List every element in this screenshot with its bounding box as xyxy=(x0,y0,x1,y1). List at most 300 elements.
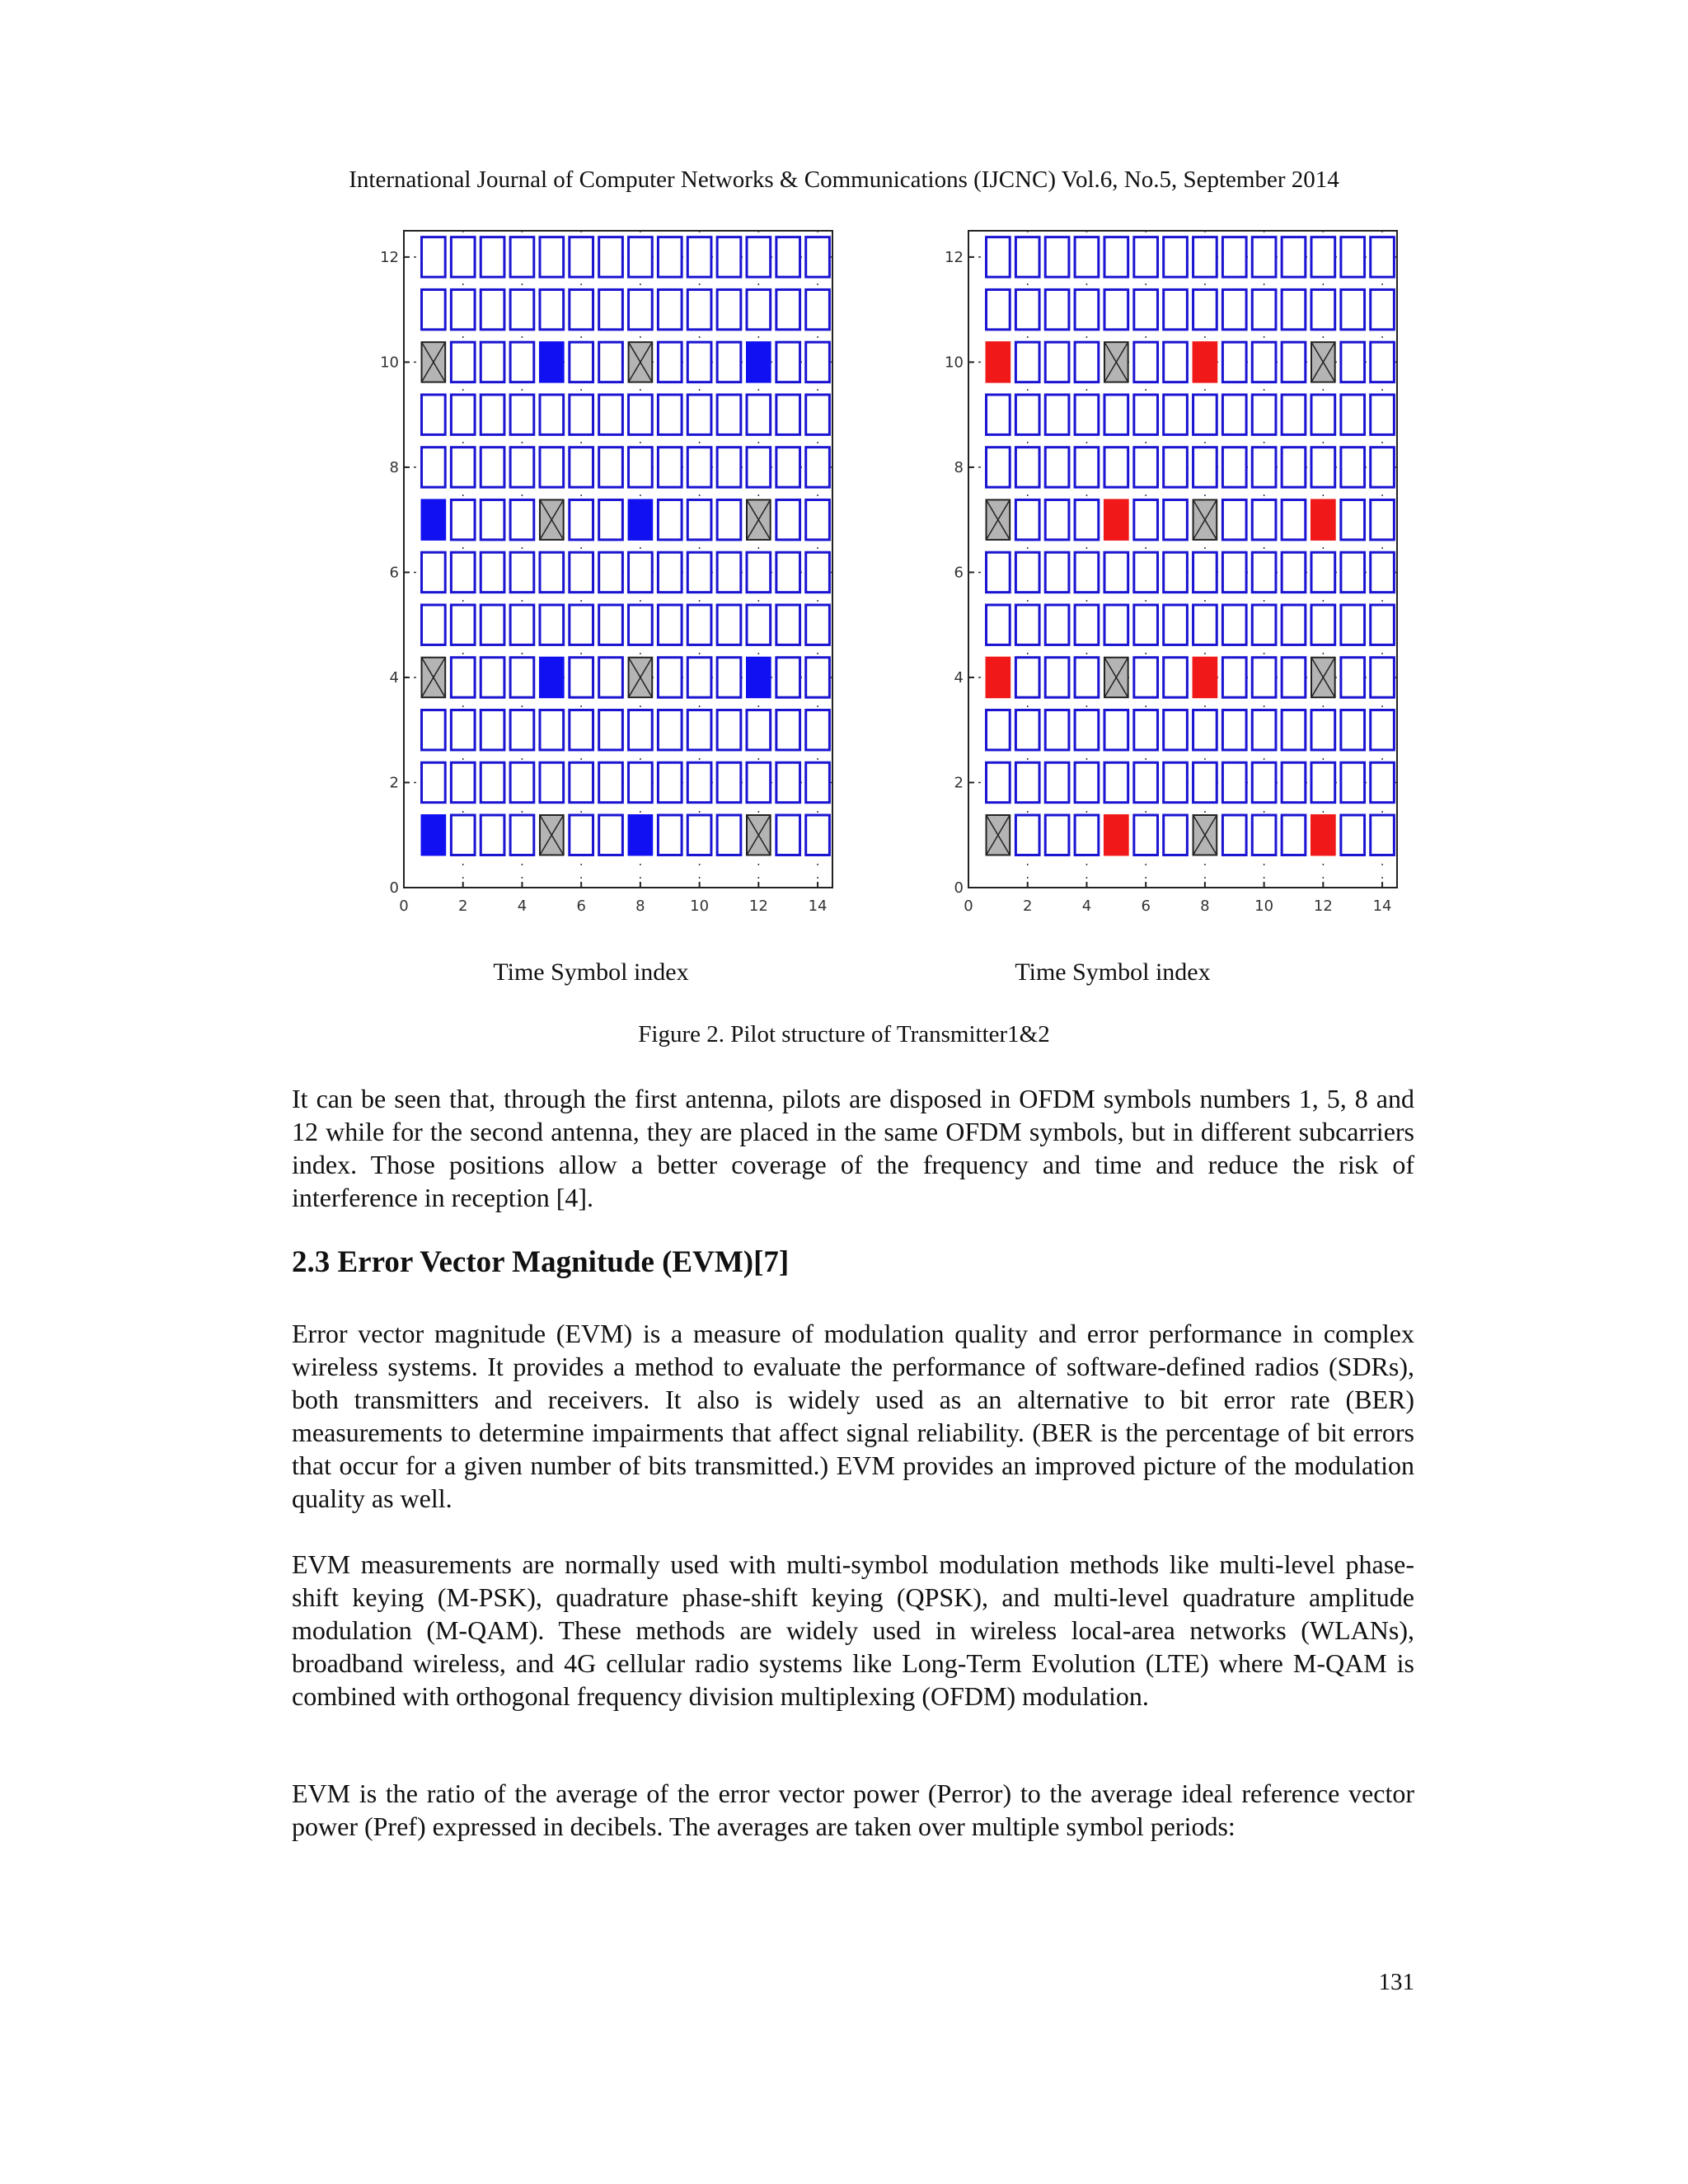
data-cell xyxy=(570,237,593,277)
data-cell xyxy=(1282,658,1306,697)
data-cell xyxy=(747,448,771,487)
pilot-cell xyxy=(422,815,446,855)
data-cell xyxy=(1193,552,1217,592)
data-cell xyxy=(658,342,682,382)
pilot-cell xyxy=(987,658,1010,697)
data-cell xyxy=(481,658,504,697)
data-cell xyxy=(481,289,504,329)
data-cell xyxy=(1222,448,1246,487)
data-cell xyxy=(1045,342,1069,382)
data-cell xyxy=(1015,342,1039,382)
data-cell xyxy=(776,762,800,802)
data-cell xyxy=(570,815,593,855)
page-number: 131 xyxy=(1378,1969,1414,1995)
data-cell xyxy=(1282,395,1306,434)
data-cell xyxy=(987,552,1010,592)
data-cell xyxy=(1222,342,1246,382)
data-cell xyxy=(687,710,711,749)
data-cell xyxy=(717,815,741,855)
data-cell xyxy=(1193,762,1217,802)
data-cell xyxy=(747,552,771,592)
x-tick-label: 8 xyxy=(1200,898,1210,915)
data-cell xyxy=(510,710,534,749)
y-tick-label: 10 xyxy=(380,354,399,372)
data-cell xyxy=(1282,552,1306,592)
x-axis-label-right: Time Symbol index xyxy=(1015,958,1211,986)
data-cell xyxy=(658,710,682,749)
paragraph-pilot-positions: It can be seen that, through the first antenna, pilots are disposed in OFDM symbols numbers 1, 5, 8 and 12 while for the second antenna, they are placed in the same OFDM symbols, but in different subcarriers index. Those positions allow a better coverage of the frequency and time and reduce the risk of interference in reception [4]. xyxy=(292,1084,1414,1212)
data-cell xyxy=(540,552,564,592)
data-cell xyxy=(1222,815,1246,855)
y-tick-label: 4 xyxy=(389,668,399,687)
data-cell xyxy=(1222,762,1246,802)
data-cell xyxy=(451,499,475,539)
data-cell xyxy=(629,710,653,749)
data-cell xyxy=(1045,552,1069,592)
data-cell xyxy=(570,395,593,434)
data-cell xyxy=(1045,605,1069,644)
data-cell xyxy=(540,289,564,329)
data-cell xyxy=(451,605,475,644)
data-cell xyxy=(1134,342,1158,382)
data-cell xyxy=(1134,762,1158,802)
data-cell xyxy=(1134,658,1158,697)
data-cell xyxy=(776,658,800,697)
data-cell xyxy=(1104,762,1128,802)
data-cell xyxy=(687,342,711,382)
pilot-grid-transmitter1 xyxy=(375,224,837,933)
data-cell xyxy=(510,605,534,644)
data-cell xyxy=(510,395,534,434)
data-cell xyxy=(658,499,682,539)
data-cell xyxy=(570,289,593,329)
data-cell xyxy=(599,658,623,697)
data-cell xyxy=(1164,710,1188,749)
data-cell xyxy=(776,710,800,749)
data-cell xyxy=(687,762,711,802)
data-cell xyxy=(540,448,564,487)
data-cell xyxy=(1371,762,1395,802)
data-cell xyxy=(1371,605,1395,644)
x-tick-label: 10 xyxy=(1254,898,1274,915)
data-cell xyxy=(1282,710,1306,749)
data-cell xyxy=(599,395,623,434)
data-cell xyxy=(1341,499,1365,539)
data-cell xyxy=(1371,237,1395,277)
data-cell xyxy=(1104,237,1128,277)
data-cell xyxy=(1282,762,1306,802)
data-cell xyxy=(747,395,771,434)
data-cell xyxy=(599,605,623,644)
data-cell xyxy=(1311,237,1335,277)
y-tick-label: 8 xyxy=(389,458,399,476)
data-cell xyxy=(1371,658,1395,697)
pilot-grid-transmitter2 xyxy=(940,224,1401,933)
data-cell xyxy=(1222,289,1246,329)
data-cell xyxy=(658,815,682,855)
x-tick-label: 12 xyxy=(748,898,768,915)
data-cell xyxy=(1164,342,1188,382)
data-cell xyxy=(687,499,711,539)
data-cell xyxy=(687,237,711,277)
data-cell xyxy=(1045,448,1069,487)
data-cell xyxy=(1341,237,1365,277)
data-cell xyxy=(1341,552,1365,592)
data-cell xyxy=(599,499,623,539)
data-cell xyxy=(987,237,1010,277)
data-cell xyxy=(1282,342,1306,382)
data-cell xyxy=(570,499,593,539)
data-cell xyxy=(1104,289,1128,329)
data-cell xyxy=(451,289,475,329)
data-cell xyxy=(1252,237,1276,277)
pilot-cell xyxy=(1104,815,1128,855)
data-cell xyxy=(1311,605,1335,644)
data-cell xyxy=(1311,762,1335,802)
data-cell xyxy=(570,552,593,592)
pilot-cell xyxy=(629,499,653,539)
data-cell xyxy=(717,237,741,277)
data-cell xyxy=(629,552,653,592)
data-cell xyxy=(422,710,446,749)
paragraph-evm-ratio: EVM is the ratio of the average of the error vector power (Perror) to the average ideal reference vector power (Pref) expressed in decibels. The averages are taken over multiple symbol periods: xyxy=(292,1779,1414,1841)
data-cell xyxy=(510,448,534,487)
data-cell xyxy=(540,605,564,644)
data-cell xyxy=(1164,499,1188,539)
data-cell xyxy=(1075,289,1099,329)
data-cell xyxy=(1104,552,1128,592)
x-tick-label: 14 xyxy=(808,898,828,915)
data-cell xyxy=(658,658,682,697)
data-cell xyxy=(1134,289,1158,329)
data-cell xyxy=(1311,552,1335,592)
data-cell xyxy=(1104,395,1128,434)
data-cell xyxy=(717,710,741,749)
data-cell xyxy=(1045,815,1069,855)
data-cell xyxy=(1341,710,1365,749)
data-cell xyxy=(747,237,771,277)
data-cell xyxy=(570,658,593,697)
running-header: International Journal of Computer Networks & Communications (IJCNC) Vol.6, No.5, September 2014 xyxy=(349,166,1339,193)
data-cell xyxy=(599,448,623,487)
x-tick-label: 12 xyxy=(1313,898,1333,915)
data-cell xyxy=(451,237,475,277)
data-cell xyxy=(1075,815,1099,855)
data-cell xyxy=(1134,815,1158,855)
data-cell xyxy=(481,815,504,855)
data-cell xyxy=(1045,710,1069,749)
data-cell xyxy=(570,605,593,644)
data-cell xyxy=(987,710,1010,749)
x-tick-label: 10 xyxy=(690,898,710,915)
data-cell xyxy=(629,237,653,277)
data-cell xyxy=(658,448,682,487)
data-cell xyxy=(481,395,504,434)
data-cell xyxy=(1134,710,1158,749)
pilot-cell xyxy=(1311,815,1335,855)
data-cell xyxy=(422,289,446,329)
data-cell xyxy=(510,762,534,802)
data-cell xyxy=(1252,395,1276,434)
data-cell xyxy=(717,289,741,329)
data-cell xyxy=(987,762,1010,802)
data-cell xyxy=(1164,605,1188,644)
data-cell xyxy=(1134,499,1158,539)
data-cell xyxy=(687,605,711,644)
data-cell xyxy=(1075,342,1099,382)
data-cell xyxy=(481,710,504,749)
data-cell xyxy=(1371,289,1395,329)
data-cell xyxy=(1371,815,1395,855)
data-cell xyxy=(776,395,800,434)
data-cell xyxy=(717,448,741,487)
paragraph-evm-usage: EVM measurements are normally used with multi-symbol modulation methods like multi-level phase-shift keying (M-PSK), quadrature phase-shift keying (QPSK), and multi-level quadrature amplitude modulation (M-QAM). These methods are widely used in wireless local-area networks (WLANs), broadband wireless, and 4G cellular radio systems like Long-Term Evolution (LTE) where M-QAM is combined with orthogonal frequency division multiplexing (OFDM) modulation. xyxy=(292,1549,1414,1711)
y-tick-label: 12 xyxy=(380,248,399,266)
x-tick-label: 2 xyxy=(1022,898,1033,915)
data-cell xyxy=(1311,448,1335,487)
data-cell xyxy=(1222,395,1246,434)
data-cell xyxy=(1164,448,1188,487)
data-cell xyxy=(717,658,741,697)
data-cell xyxy=(717,605,741,644)
data-cell xyxy=(1371,448,1395,487)
data-cell xyxy=(1252,605,1276,644)
data-cell xyxy=(658,237,682,277)
data-cell xyxy=(481,605,504,644)
pilot-cell xyxy=(540,342,564,382)
data-cell xyxy=(776,605,800,644)
data-cell xyxy=(451,552,475,592)
data-cell xyxy=(687,289,711,329)
data-cell xyxy=(1222,237,1246,277)
data-cell xyxy=(1193,395,1217,434)
data-cell xyxy=(1341,342,1365,382)
y-tick-label: 0 xyxy=(389,879,399,897)
data-cell xyxy=(540,395,564,434)
pilot-cell xyxy=(540,658,564,697)
pilot-cell xyxy=(1193,342,1217,382)
data-cell xyxy=(687,395,711,434)
data-cell xyxy=(481,552,504,592)
data-cell xyxy=(422,395,446,434)
data-cell xyxy=(1193,237,1217,277)
data-cell xyxy=(1075,448,1099,487)
data-cell xyxy=(629,605,653,644)
data-cell xyxy=(806,815,830,855)
data-cell xyxy=(1075,710,1099,749)
data-cell xyxy=(629,395,653,434)
data-cell xyxy=(451,395,475,434)
data-cell xyxy=(599,289,623,329)
data-cell xyxy=(1341,448,1365,487)
data-cell xyxy=(1045,658,1069,697)
data-cell xyxy=(451,658,475,697)
data-cell xyxy=(987,289,1010,329)
pilot-cell xyxy=(1311,499,1335,539)
data-cell xyxy=(481,448,504,487)
data-cell xyxy=(1311,289,1335,329)
data-cell xyxy=(776,448,800,487)
data-cell xyxy=(806,605,830,644)
data-cell xyxy=(1075,658,1099,697)
data-cell xyxy=(747,762,771,802)
data-cell xyxy=(1104,448,1128,487)
data-cell xyxy=(1341,395,1365,434)
data-cell xyxy=(1371,710,1395,749)
data-cell xyxy=(1015,658,1039,697)
data-cell xyxy=(717,552,741,592)
data-cell xyxy=(1282,237,1306,277)
data-cell xyxy=(1015,289,1039,329)
data-cell xyxy=(776,289,800,329)
paragraph-evm-definition: Error vector magnitude (EVM) is a measure of modulation quality and error performance in complex wireless systems. It provides a method to evaluate the performance of software-defined radios (SDRs), both transmitters and receivers. It also is widely used as an alternative to bit error rate (BER) measurements to determine impairments that affect signal reliability. (BER is the percentage of bit errors that occur for a given number of bits transmitted.) EVM provides an improved picture of the modulation quality as well. xyxy=(292,1319,1414,1513)
data-cell xyxy=(658,762,682,802)
data-cell xyxy=(629,448,653,487)
figure-caption: Figure 2. Pilot structure of Transmitter1&2 xyxy=(638,1021,1050,1047)
data-cell xyxy=(599,342,623,382)
data-cell xyxy=(687,448,711,487)
data-cell xyxy=(1341,605,1365,644)
data-cell xyxy=(806,395,830,434)
data-cell xyxy=(599,815,623,855)
data-cell xyxy=(1222,499,1246,539)
data-cell xyxy=(451,448,475,487)
data-cell xyxy=(1075,237,1099,277)
data-cell xyxy=(1193,289,1217,329)
data-cell xyxy=(658,552,682,592)
data-cell xyxy=(1252,499,1276,539)
data-cell xyxy=(1015,815,1039,855)
data-cell xyxy=(1164,658,1188,697)
data-cell xyxy=(1282,499,1306,539)
data-cell xyxy=(1075,499,1099,539)
data-cell xyxy=(1075,552,1099,592)
data-cell xyxy=(1134,605,1158,644)
data-cell xyxy=(1341,289,1365,329)
data-cell xyxy=(806,552,830,592)
data-cell xyxy=(987,395,1010,434)
data-cell xyxy=(806,710,830,749)
data-cell xyxy=(481,237,504,277)
data-cell xyxy=(1282,605,1306,644)
data-cell xyxy=(687,552,711,592)
data-cell xyxy=(1371,499,1395,539)
data-cell xyxy=(1015,710,1039,749)
data-cell xyxy=(1164,289,1188,329)
data-cell xyxy=(1104,605,1128,644)
pilot-cell xyxy=(422,499,446,539)
data-cell xyxy=(510,289,534,329)
data-cell xyxy=(806,762,830,802)
data-cell xyxy=(1371,552,1395,592)
data-cell xyxy=(599,762,623,802)
data-cell xyxy=(806,448,830,487)
data-cell xyxy=(1045,762,1069,802)
data-cell xyxy=(1341,815,1365,855)
data-cell xyxy=(510,237,534,277)
data-cell xyxy=(599,710,623,749)
data-cell xyxy=(1222,710,1246,749)
data-cell xyxy=(1015,552,1039,592)
data-cell xyxy=(1252,289,1276,329)
data-cell xyxy=(1015,605,1039,644)
data-cell xyxy=(510,499,534,539)
data-cell xyxy=(1252,552,1276,592)
y-tick-label: 0 xyxy=(954,879,964,897)
data-cell xyxy=(1075,762,1099,802)
data-cell xyxy=(1134,237,1158,277)
data-cell xyxy=(599,552,623,592)
data-cell xyxy=(1371,395,1395,434)
data-cell xyxy=(481,499,504,539)
data-cell xyxy=(570,448,593,487)
x-tick-label: 4 xyxy=(517,898,528,915)
data-cell xyxy=(776,552,800,592)
data-cell xyxy=(1193,448,1217,487)
data-cell xyxy=(687,815,711,855)
y-tick-label: 2 xyxy=(954,774,964,792)
data-cell xyxy=(1075,605,1099,644)
x-tick-label: 2 xyxy=(457,898,468,915)
data-cell xyxy=(1252,658,1276,697)
data-cell xyxy=(717,762,741,802)
data-cell xyxy=(987,605,1010,644)
data-cell xyxy=(422,762,446,802)
data-cell xyxy=(1134,395,1158,434)
y-tick-label: 4 xyxy=(954,668,964,687)
data-cell xyxy=(658,289,682,329)
data-cell xyxy=(510,552,534,592)
data-cell xyxy=(422,605,446,644)
pilot-cell xyxy=(747,342,771,382)
x-tick-label: 8 xyxy=(635,898,645,915)
data-cell xyxy=(1104,710,1128,749)
data-cell xyxy=(1045,289,1069,329)
data-cell xyxy=(1164,395,1188,434)
data-cell xyxy=(510,658,534,697)
data-cell xyxy=(776,815,800,855)
data-cell xyxy=(1015,237,1039,277)
data-cell xyxy=(422,237,446,277)
data-cell xyxy=(1222,552,1246,592)
x-tick-label: 0 xyxy=(399,898,409,915)
pilot-cell xyxy=(629,815,653,855)
data-cell xyxy=(451,762,475,802)
data-cell xyxy=(1341,658,1365,697)
data-cell xyxy=(1282,448,1306,487)
data-cell xyxy=(1252,342,1276,382)
data-cell xyxy=(1134,552,1158,592)
data-cell xyxy=(422,448,446,487)
data-cell xyxy=(570,710,593,749)
data-cell xyxy=(1164,237,1188,277)
pilot-cell xyxy=(987,342,1010,382)
data-cell xyxy=(747,710,771,749)
x-tick-label: 4 xyxy=(1081,898,1092,915)
data-cell xyxy=(1252,762,1276,802)
data-cell xyxy=(451,342,475,382)
data-cell xyxy=(451,815,475,855)
data-cell xyxy=(776,237,800,277)
data-cell xyxy=(481,342,504,382)
data-cell xyxy=(540,762,564,802)
data-cell xyxy=(1371,342,1395,382)
section-heading-evm: 2.3 Error Vector Magnitude (EVM)[7] xyxy=(292,1245,790,1279)
data-cell xyxy=(806,342,830,382)
x-tick-label: 0 xyxy=(964,898,973,915)
data-cell xyxy=(1311,710,1335,749)
data-cell xyxy=(776,342,800,382)
